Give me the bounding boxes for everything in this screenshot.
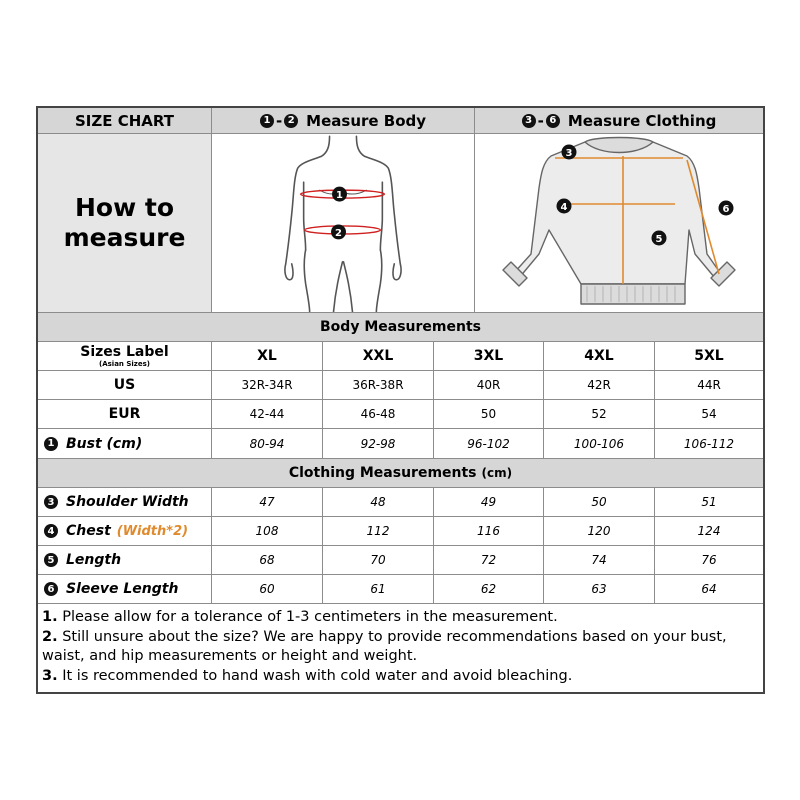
clothing-row-label — [38, 488, 212, 517]
clothing-value: 108 — [212, 517, 323, 546]
clothing-unit: (cm) — [481, 466, 513, 480]
clothing-value: 62 — [434, 575, 544, 604]
bust-label-cell — [38, 429, 212, 459]
clothing-label-extra: (Width*2) — [116, 523, 189, 539]
body-marker-1: 1 — [336, 190, 343, 202]
eur-value: 52 — [544, 400, 655, 429]
size-xxl: XXL — [323, 342, 434, 371]
marker-3-icon: 3 — [44, 495, 58, 509]
clothing-label-text: Shoulder Width — [66, 494, 189, 510]
clothing-measurements-title: Clothing Measurements (cm) — [38, 459, 763, 488]
clothing-row-label — [38, 546, 212, 575]
size-chart-table — [36, 106, 765, 694]
clothing-marker-4: 4 — [560, 202, 568, 213]
body-marker-2: 2 — [335, 227, 342, 239]
size-chart-title: SIZE CHART — [38, 108, 212, 134]
how-to-line1: How to — [74, 193, 175, 222]
bust-value: 96-102 — [434, 429, 544, 459]
us-label: US — [38, 371, 212, 400]
clothing-label-text: Chest — [66, 523, 111, 539]
clothing-value: 72 — [434, 546, 544, 575]
clothing-marker-5: 5 — [655, 234, 663, 245]
clothing-value: 47 — [212, 488, 323, 517]
eur-value: 46-48 — [323, 400, 434, 429]
clothing-label-text: Sleeve Length — [66, 581, 179, 597]
bust-value: 106-112 — [655, 429, 763, 459]
clothing-value: 68 — [212, 546, 323, 575]
clothing-value: 63 — [544, 575, 655, 604]
clothing-value: 49 — [434, 488, 544, 517]
measure-clothing-header: 3 - 6 Measure Clothing — [475, 108, 763, 134]
clothing-value: 124 — [655, 517, 763, 546]
size-3xl: 3XL — [434, 342, 544, 371]
body-markers — [331, 187, 347, 240]
eur-value: 42-44 — [212, 400, 323, 429]
eur-label: EUR — [38, 400, 212, 429]
clothing-value: 76 — [655, 546, 763, 575]
how-to-line2: measure — [63, 223, 186, 252]
eur-value: 50 — [434, 400, 544, 429]
us-value: 32R-34R — [212, 371, 323, 400]
sweater-diagram — [475, 134, 763, 312]
size-5xl: 5XL — [655, 342, 763, 371]
how-to-measure-cell — [38, 134, 212, 313]
eur-value: 54 — [655, 400, 763, 429]
clothing-value: 60 — [212, 575, 323, 604]
clothing-value: 51 — [655, 488, 763, 517]
bust-value: 80-94 — [212, 429, 323, 459]
bust-value: 100-106 — [544, 429, 655, 459]
clothing-value: 50 — [544, 488, 655, 517]
marker-2-icon: 2 — [284, 114, 298, 128]
marker-3-icon: 3 — [522, 114, 536, 128]
marker-1-icon: 1 — [44, 437, 58, 451]
sizes-label-cell — [38, 342, 212, 371]
clothing-value: 116 — [434, 517, 544, 546]
clothing-value: 74 — [544, 546, 655, 575]
clothing-value: 112 — [323, 517, 434, 546]
note-item: 3. It is recommended to hand wash with cold water and avoid bleaching. — [42, 667, 573, 684]
note-item: 2. Still unsure about the size? We are happy to provide recommendations based on your bust, waist, and hip measurements or height and weight. — [42, 628, 727, 664]
clothing-value: 70 — [323, 546, 434, 575]
sizes-sublabel: (Asian Sizes) — [99, 359, 150, 368]
size-xl: XL — [212, 342, 323, 371]
size-4xl: 4XL — [544, 342, 655, 371]
clothing-diagram-cell — [475, 134, 763, 313]
marker-4-icon: 4 — [44, 524, 58, 538]
body-diagram-cell — [212, 134, 475, 313]
clothing-value: 48 — [323, 488, 434, 517]
clothing-value: 64 — [655, 575, 763, 604]
note-item: 1. Please allow for a tolerance of 1-3 centimeters in the measurement. — [42, 609, 558, 625]
body-figure-diagram — [212, 134, 474, 312]
clothing-marker-3: 3 — [565, 148, 573, 159]
us-value: 44R — [655, 371, 763, 400]
bust-label: Bust (cm) — [66, 435, 143, 452]
clothing-value: 61 — [323, 575, 434, 604]
marker-6-icon: 6 — [44, 582, 58, 596]
us-value: 42R — [544, 371, 655, 400]
marker-6-icon: 6 — [546, 114, 560, 128]
clothing-label-text: Length — [66, 552, 122, 568]
notes-section — [38, 604, 763, 692]
clothing-row-label — [38, 517, 212, 546]
sizes-label: Sizes Label — [80, 343, 169, 360]
marker-1-icon: 1 — [260, 114, 274, 128]
us-value: 36R-38R — [323, 371, 434, 400]
body-measurements-title: Body Measurements — [38, 313, 763, 342]
marker-5-icon: 5 — [44, 553, 58, 567]
measure-body-header: 1 - 2 Measure Body — [212, 108, 475, 134]
clothing-row-label — [38, 575, 212, 604]
clothing-marker-6: 6 — [722, 204, 730, 215]
clothing-value: 120 — [544, 517, 655, 546]
us-value: 40R — [434, 371, 544, 400]
bust-value: 92-98 — [323, 429, 434, 459]
